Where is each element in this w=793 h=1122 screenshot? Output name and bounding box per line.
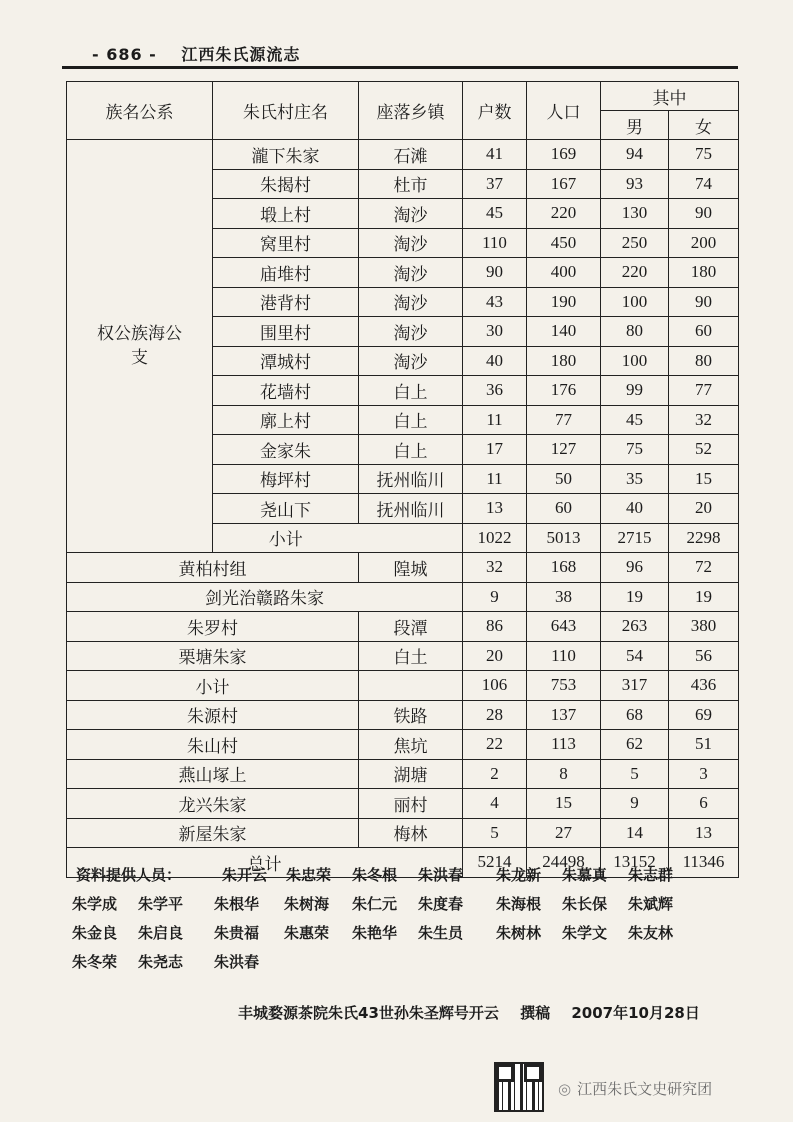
male-value: 93 [601,169,669,199]
table-row [67,730,739,760]
population-value: 643 [527,612,601,642]
households-value: 43 [463,287,527,317]
subtotal-label: 小计 [67,671,359,701]
provider-name: 朱开云 [222,866,268,884]
households-value: 17 [463,435,527,465]
village-name: 潭城村 [213,346,359,376]
female-value: 20 [669,494,739,524]
population-value: 137 [527,700,601,730]
female-value: 11346 [669,848,739,878]
provider-name: 朱冬荣 [72,953,118,971]
female-value: 15 [669,464,739,494]
township-name: 杜市 [359,169,463,199]
table-row [67,140,739,170]
township-name: 白上 [359,405,463,435]
village-name: 朱山村 [67,730,359,760]
village-name: 围里村 [213,317,359,347]
township-name: 梅林 [359,818,463,848]
table-row [67,553,739,583]
provider-name: 朱学成 [72,895,118,913]
male-value: 99 [601,376,669,406]
header-population: 人口 [527,82,601,140]
households-value: 28 [463,700,527,730]
providers-row [72,951,736,980]
male-value: 100 [601,346,669,376]
male-value: 40 [601,494,669,524]
township-name: 白土 [359,641,463,671]
provider-name: 朱贵福 [214,924,260,942]
male-value: 263 [601,612,669,642]
population-value: 753 [527,671,601,701]
village-name: 新屋朱家 [67,818,359,848]
group1-label: 权公族海公支 [67,140,213,553]
female-value: 80 [669,346,739,376]
header-male: 男 [601,111,669,140]
provider-name: 朱树林 [496,924,542,942]
provider-name: 朱仁元 [352,895,398,913]
header-female: 女 [669,111,739,140]
female-value: 56 [669,641,739,671]
provider-name: 朱惠荣 [284,924,330,942]
population-value: 168 [527,553,601,583]
households-value: 11 [463,464,527,494]
female-value: 380 [669,612,739,642]
signature-date: 2007年10月28日 [571,1004,700,1022]
population-value: 169 [527,140,601,170]
female-value: 200 [669,228,739,258]
female-value: 69 [669,700,739,730]
female-value: 77 [669,376,739,406]
village-name: 朱揭村 [213,169,359,199]
total-label: 总计 [67,848,463,878]
population-value: 113 [527,730,601,760]
providers-row [72,893,736,922]
population-value: 110 [527,641,601,671]
male-value: 75 [601,435,669,465]
households-value: 37 [463,169,527,199]
households-value: 5214 [463,848,527,878]
header-households: 户数 [463,82,527,140]
wechat-account-name: 江西朱氏文史研究团 [577,1080,713,1098]
female-value: 19 [669,582,739,612]
population-value: 5013 [527,523,601,553]
village-name: 龙兴朱家 [67,789,359,819]
provider-name: 朱洪春 [418,866,464,884]
population-value: 140 [527,317,601,347]
township-name: 淘沙 [359,258,463,288]
township-name: 焦坑 [359,730,463,760]
population-value: 220 [527,199,601,229]
female-value: 90 [669,287,739,317]
village-name: 梅坪村 [213,464,359,494]
village-name: 廓上村 [213,405,359,435]
male-value: 5 [601,759,669,789]
provider-name: 朱生员 [418,924,464,942]
population-value: 77 [527,405,601,435]
village-name: 瀧下朱家 [213,140,359,170]
female-value: 13 [669,818,739,848]
providers-row [72,922,736,951]
township-name: 淘沙 [359,228,463,258]
male-value: 2715 [601,523,669,553]
table-row [67,759,739,789]
households-value: 9 [463,582,527,612]
female-value: 2298 [669,523,739,553]
book-title: 江西朱氏源流志 [181,45,301,64]
population-value: 400 [527,258,601,288]
households-value: 40 [463,346,527,376]
female-value: 72 [669,553,739,583]
households-value: 86 [463,612,527,642]
households-value: 41 [463,140,527,170]
table-row [67,582,739,612]
female-value: 74 [669,169,739,199]
households-value: 4 [463,789,527,819]
village-name: 朱源村 [67,700,359,730]
households-value: 30 [463,317,527,347]
male-value: 14 [601,818,669,848]
village-name: 港背村 [213,287,359,317]
township-name: 白上 [359,376,463,406]
header-village: 朱氏村庄名 [213,82,359,140]
provider-name: 朱树海 [284,895,330,913]
township-name: 石滩 [359,140,463,170]
header-rule [62,66,738,69]
provider-name: 朱友林 [628,924,674,942]
male-value: 96 [601,553,669,583]
households-value: 106 [463,671,527,701]
male-value: 19 [601,582,669,612]
page-header [92,42,300,65]
provider-name: 朱学文 [562,924,608,942]
female-value: 6 [669,789,739,819]
male-value: 9 [601,789,669,819]
female-value: 180 [669,258,739,288]
male-value: 130 [601,199,669,229]
provider-name: 朱度春 [418,895,464,913]
wechat-icon: ◎ [558,1080,572,1098]
table-row [67,641,739,671]
township-name: 抚州临川 [359,464,463,494]
households-value: 45 [463,199,527,229]
population-value: 50 [527,464,601,494]
male-value: 68 [601,700,669,730]
population-value: 8 [527,759,601,789]
page-number: - 686 - [92,45,157,64]
population-value: 60 [527,494,601,524]
households-value: 2 [463,759,527,789]
provider-name: 朱海根 [496,895,542,913]
households-value: 32 [463,553,527,583]
table-row [67,818,739,848]
male-value: 317 [601,671,669,701]
group-name: 黄柏村组 [67,553,359,583]
female-value: 51 [669,730,739,760]
male-value: 94 [601,140,669,170]
provider-name: 朱学平 [138,895,184,913]
qr-code-icon [494,1062,544,1112]
provider-name: 朱龙新 [496,866,542,884]
households-value: 5 [463,818,527,848]
male-value: 100 [601,287,669,317]
header-clan: 族名公系 [67,82,213,140]
township-name: 淘沙 [359,199,463,229]
village-name: 燕山塚上 [67,759,359,789]
population-value: 167 [527,169,601,199]
township-name: 淘沙 [359,287,463,317]
township-name: 淘沙 [359,346,463,376]
provider-name: 朱斌辉 [628,895,674,913]
male-value: 45 [601,405,669,435]
subtotal-label: 小计 [213,523,359,553]
table-row [67,789,739,819]
provider-name: 朱尧志 [138,953,184,971]
population-value: 27 [527,818,601,848]
provider-name: 朱冬根 [352,866,398,884]
male-value: 13152 [601,848,669,878]
providers-section [72,864,736,980]
households-value: 36 [463,376,527,406]
village-name: 朱罗村 [67,612,359,642]
female-value: 60 [669,317,739,347]
provider-name: 朱志群 [628,866,674,884]
village-name: 花墙村 [213,376,359,406]
population-value: 127 [527,435,601,465]
village-name: 塅上村 [213,199,359,229]
male-value: 80 [601,317,669,347]
provider-name: 朱洪春 [214,953,260,971]
wechat-watermark [558,1078,712,1099]
female-value: 32 [669,405,739,435]
provider-name: 朱慕真 [562,866,608,884]
households-value: 20 [463,641,527,671]
population-value: 15 [527,789,601,819]
population-value: 38 [527,582,601,612]
population-value: 450 [527,228,601,258]
provider-name: 朱根华 [214,895,260,913]
provider-name: 朱忠荣 [286,866,332,884]
households-value: 90 [463,258,527,288]
village-name: 尧山下 [213,494,359,524]
population-table [66,81,739,878]
subtotal-row [67,671,739,701]
female-value: 90 [669,199,739,229]
village-name: 窝里村 [213,228,359,258]
providers-label: 资料提供人员： [76,866,182,884]
header-of-which: 其中 [601,82,739,111]
provider-name: 朱金良 [72,924,118,942]
township-name: 抚州临川 [359,494,463,524]
township-name: 丽村 [359,789,463,819]
population-value: 190 [527,287,601,317]
provider-name: 朱长保 [562,895,608,913]
village-name: 庙堆村 [213,258,359,288]
signature-action: 撰稿 [520,1004,551,1022]
signature-author: 丰城婺源茶院朱氏43世孙朱圣辉号开云 [238,1004,499,1022]
township-name: 隍城 [359,553,463,583]
village-name: 栗塘朱家 [67,641,359,671]
population-value: 180 [527,346,601,376]
group-name: 剑光治赣路朱家 [67,582,463,612]
households-value: 13 [463,494,527,524]
providers-row [76,864,736,893]
provider-name: 朱艳华 [352,924,398,942]
households-value: 110 [463,228,527,258]
provider-name: 朱启良 [138,924,184,942]
township-name: 湖塘 [359,759,463,789]
township-name: 淘沙 [359,317,463,347]
female-value: 52 [669,435,739,465]
header-township: 座落乡镇 [359,82,463,140]
male-value: 62 [601,730,669,760]
households-value: 11 [463,405,527,435]
male-value: 54 [601,641,669,671]
township-name: 白上 [359,435,463,465]
signature-line [238,1002,700,1023]
township-name: 铁路 [359,700,463,730]
village-name: 金家朱 [213,435,359,465]
male-value: 250 [601,228,669,258]
households-value: 1022 [463,523,527,553]
township-name: 段潭 [359,612,463,642]
male-value: 220 [601,258,669,288]
female-value: 3 [669,759,739,789]
female-value: 436 [669,671,739,701]
population-value: 24498 [527,848,601,878]
table-row [67,612,739,642]
male-value: 35 [601,464,669,494]
table-row [67,700,739,730]
population-value: 176 [527,376,601,406]
female-value: 75 [669,140,739,170]
households-value: 22 [463,730,527,760]
